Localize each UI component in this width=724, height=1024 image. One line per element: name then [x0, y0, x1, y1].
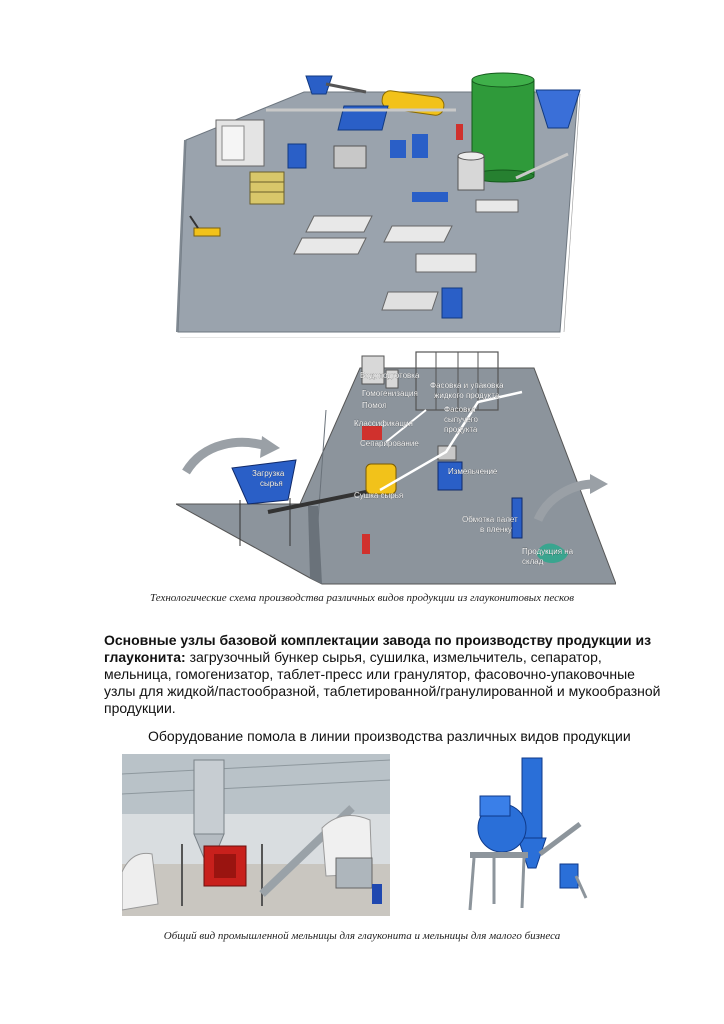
label-zagruzka-2: сырья: [260, 479, 283, 488]
label-pomol: Помол: [362, 401, 387, 410]
label-fasovka-zhidkogo-2: жидкого продукта: [434, 391, 500, 400]
paragraph-main: [104, 632, 664, 717]
label-fasovka-sypuchego-3: продукта: [444, 425, 478, 434]
small-mill-render: [390, 754, 652, 916]
label-izmelchenie: Измельчение: [448, 467, 498, 476]
subheading-equipment: Оборудование помола в линии производства различных видов продукции: [148, 728, 631, 744]
label-fasovka-sypuchego-2: сыпучего: [444, 415, 478, 424]
label-separirovanie: Сепарирование: [360, 439, 419, 448]
label-fasovka-zhidkogo-1: Фасовка и упаковка: [430, 381, 504, 390]
label-zagruzka-1: Загрузка: [252, 469, 285, 478]
label-fasovka-sypuchego-1: Фасовка: [444, 405, 476, 414]
label-vodopodgotovka: Водоподготовка: [360, 371, 420, 380]
label-sushka: Сушка сырья: [354, 491, 404, 500]
plant-layout-3d-illustration: [176, 70, 588, 338]
label-gomogenizatsiya: Гомогенизация: [362, 389, 418, 398]
label-produktsiya-1: Продукция на: [522, 547, 574, 556]
caption-figure-2: Общий вид промышленной мельницы для глауконита и мельницы для малого бизнеса: [163, 930, 561, 942]
label-klassifikatsiya: Классификация: [354, 419, 413, 428]
paragraph-bold-lead: Основные узлы базовой комплектации завода по производству продукции из глауконита:: [104, 632, 652, 665]
label-obmotka-1: Обмотка палет: [462, 515, 518, 524]
paragraph-body: загрузочный бункер сырья, сушилка, измельчитель, сепаратор, мельница, гомогенизатор, таблет-пресс или гранулятор, фасовочно-упаковочные узлы для жидкой/пастообразной, таблетированной/гранулированной и мукообразной продукции.: [104, 649, 661, 716]
caption-figure-1: Технологические схема производства различных видов продукции из глауконитовых песков: [150, 592, 574, 604]
industrial-mill-photo: [122, 754, 390, 916]
label-obmotka-2: в пленку: [480, 525, 512, 534]
label-produktsiya-2: склад: [522, 557, 544, 566]
process-scheme-illustration: [176, 350, 616, 588]
